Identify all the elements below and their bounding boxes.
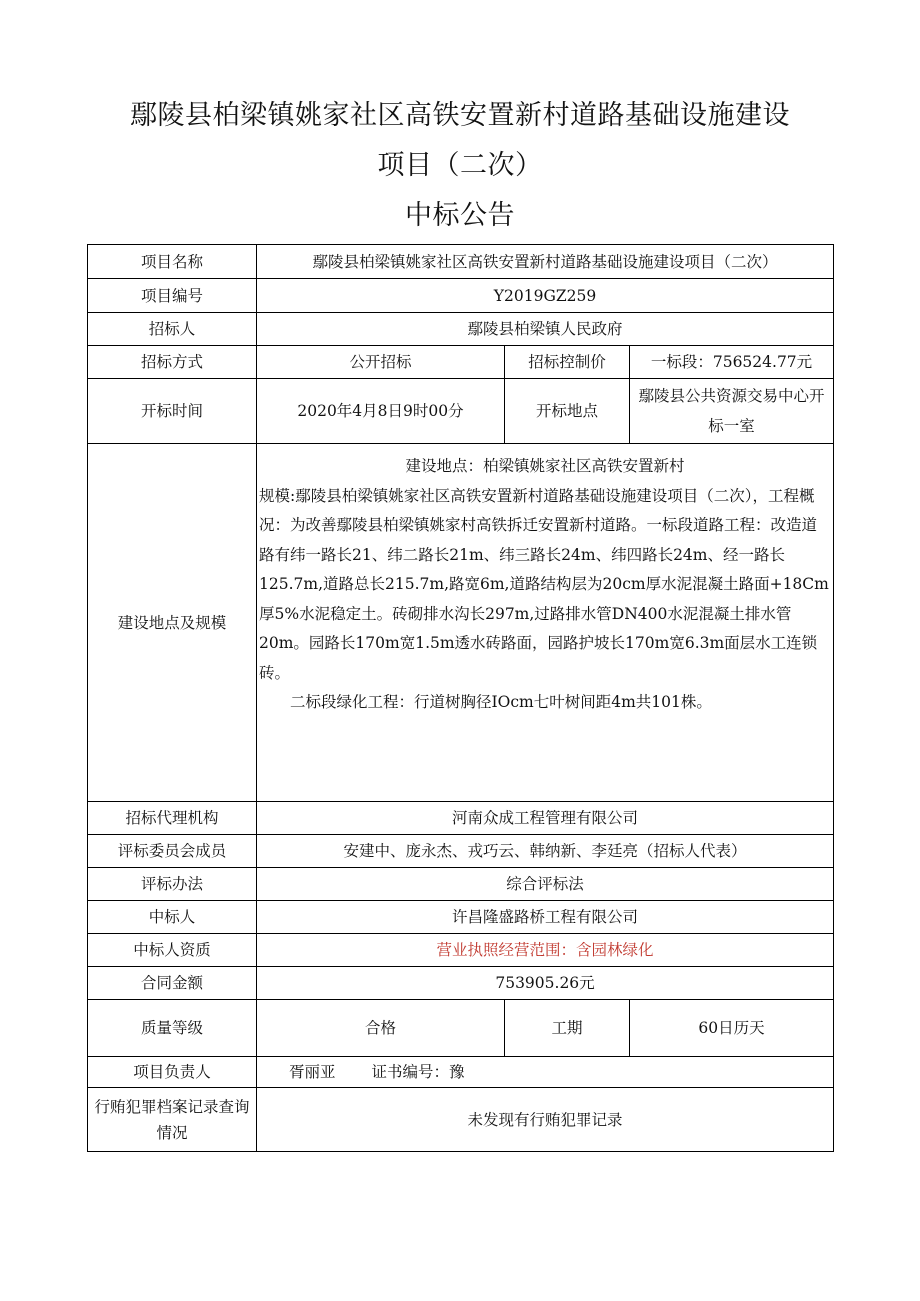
committee-label: 评标委员会成员 — [88, 835, 257, 868]
page-title-line2: 项目（二次） — [377, 150, 543, 181]
project-name-label: 项目名称 — [88, 245, 257, 279]
project-no-label: 项目编号 — [88, 279, 257, 313]
table-row — [88, 901, 834, 934]
project-name-value: 鄢陵县柏梁镇姚家社区高铁安置新村道路基础设施建设项目（二次） — [257, 245, 834, 279]
manager-value — [257, 1057, 834, 1088]
award-notice-table — [87, 244, 834, 1152]
table-row — [88, 279, 834, 313]
table-row — [88, 967, 834, 1000]
qualification-value: 营业执照经营范围：含园林绿化 — [257, 934, 834, 967]
table-row — [88, 1057, 834, 1088]
table-row — [88, 802, 834, 835]
winner-label: 中标人 — [88, 901, 257, 934]
tenderer-label: 招标人 — [88, 313, 257, 346]
tenderer-value: 鄢陵县柏梁镇人民政府 — [257, 313, 834, 346]
scope-description — [257, 444, 834, 802]
bribery-check-label: 行贿犯罪档案记录查询情况 — [88, 1088, 257, 1152]
agency-value: 河南众成工程管理有限公司 — [257, 802, 834, 835]
manager-label: 项目负责人 — [88, 1057, 257, 1088]
opening-place-value: 鄢陵县公共资源交易中心开标一室 — [630, 379, 834, 444]
table-row — [88, 444, 834, 802]
period-value: 60日历天 — [630, 1000, 834, 1057]
control-price-label: 招标控制价 — [505, 346, 630, 379]
table-row — [88, 868, 834, 901]
table-row — [88, 934, 834, 967]
table-row — [88, 245, 834, 279]
opening-time-label: 开标时间 — [88, 379, 257, 444]
opening-time-value: 2020年4月8日9时00分 — [257, 379, 505, 444]
agency-label: 招标代理机构 — [88, 802, 257, 835]
table-row — [88, 835, 834, 868]
winner-value: 许昌隆盛路桥工程有限公司 — [257, 901, 834, 934]
amount-label: 合同金额 — [88, 967, 257, 1000]
control-price-value: 一标段：756524.77元 — [630, 346, 834, 379]
table-row — [88, 313, 834, 346]
qualification-label: 中标人资质 — [88, 934, 257, 967]
table-row — [88, 346, 834, 379]
period-label: 工期 — [505, 1000, 630, 1057]
scope-section2: 二标段绿化工程：行道树胸径IOcm七叶树间距4m共101株。 — [290, 693, 712, 711]
table-row — [88, 1088, 834, 1152]
bribery-check-value: 未发现有行贿犯罪记录 — [257, 1088, 834, 1152]
committee-value: 安建中、庞永杰、戎巧云、韩纳新、李廷亮（招标人代表） — [257, 835, 834, 868]
eval-method-label: 评标办法 — [88, 868, 257, 901]
table-row — [88, 379, 834, 444]
table-row — [88, 1000, 834, 1057]
page-title-line1: 鄢陵县柏梁镇姚家社区高铁安置新村道路基础设施建设 — [130, 100, 790, 131]
manager-name: 胥丽亚 — [289, 1063, 336, 1081]
quality-label: 质量等级 — [88, 1000, 257, 1057]
scope-label: 建设地点及规模 — [88, 444, 257, 802]
opening-place-label: 开标地点 — [505, 379, 630, 444]
tender-method-label: 招标方式 — [88, 346, 257, 379]
amount-value: 753905.26元 — [257, 967, 834, 1000]
page-subtitle: 中标公告 — [405, 200, 515, 231]
manager-cert: 证书编号：豫 — [371, 1063, 465, 1081]
scope-scale: 规模:鄢陵县柏梁镇姚家社区高铁安置新村道路基础设施建设项目（二次），工程概况：为改善鄢陵县柏梁镇姚家村高铁拆迁安置新村道路。一标段道路工程：改造道路有纬一路长21、纬二路长21m、纬三路长24m、纬四路长24m、经一路长125.7m,道路总长215.7m,路宽6m,道路结构层为20cm厚水泥混凝土路面+18Cm厚5%水泥稳定土。砖砌排水沟长297m,过路排水管DN400水泥混凝土排水管20m。园路长170m宽1.5m透水砖路面，园路护坡长170m宽6.3m面层水工连锁砖。 — [259, 486, 829, 682]
scope-location: 建设地点：柏梁镇姚家社区高铁安置新村 — [405, 457, 685, 475]
quality-value: 合格 — [257, 1000, 505, 1057]
tender-method-value: 公开招标 — [257, 346, 505, 379]
eval-method-value: 综合评标法 — [257, 868, 834, 901]
project-no-value: Y2019GZ259 — [257, 279, 834, 313]
